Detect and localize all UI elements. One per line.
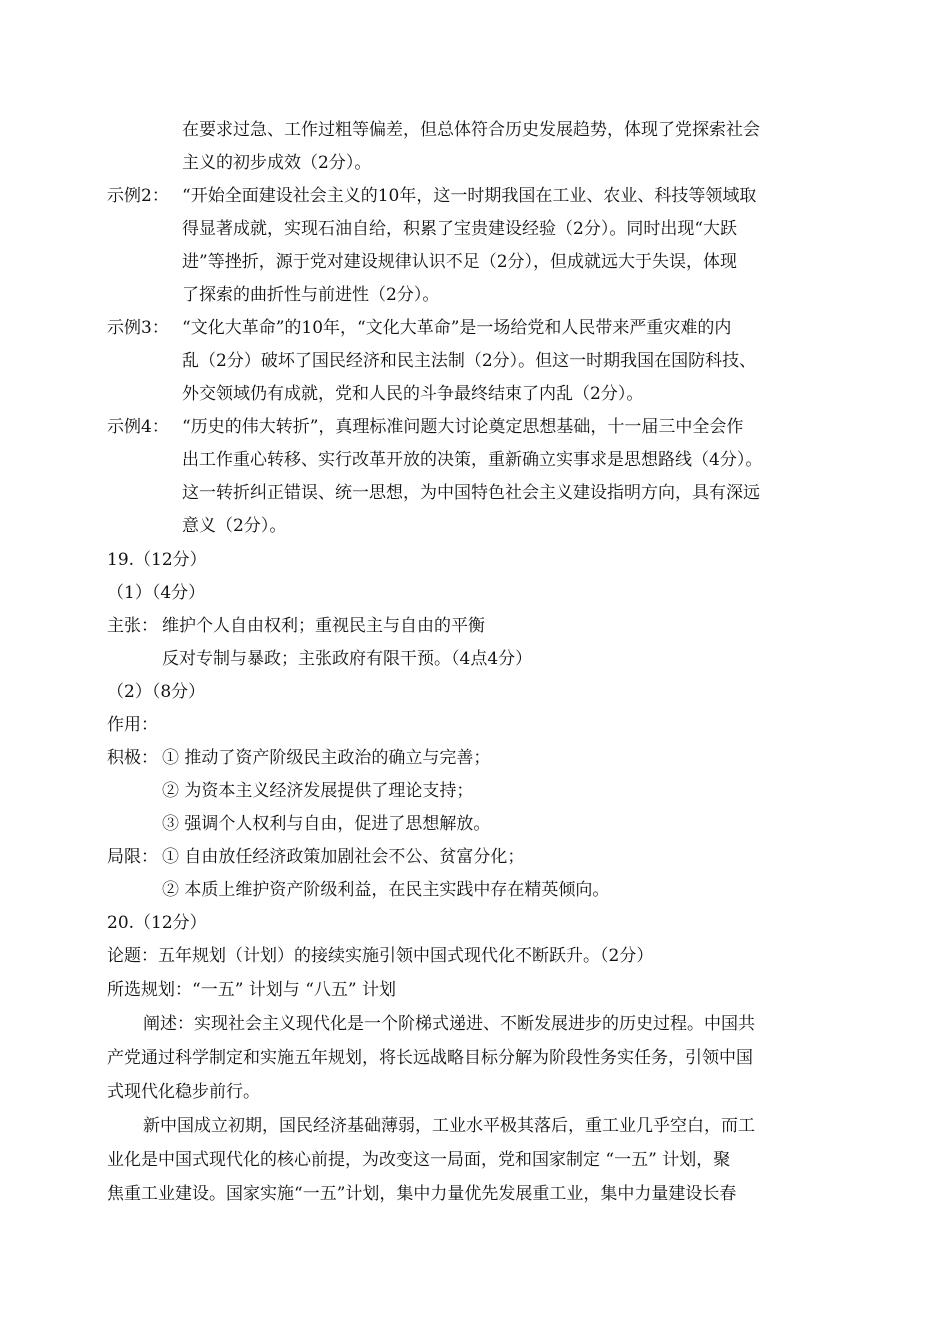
paragraph-line: 焦重工业建设。国家实施“一五”计划，集中力量优先发展重工业，集中力量建设长春 <box>107 1184 737 1204</box>
text-line: “文化大革命”的10年，“文化大革命”是一场给党和人民带来严重灾难的内 <box>182 318 732 338</box>
paragraph-line: 新中国成立初期，国民经济基础薄弱，工业水平极其落后，重工业几乎空白，而工 <box>143 1116 755 1136</box>
text-line: 得显著成就，实现石油自给，积累了宝贵建设经验（2分）。同时出现“大跃 <box>182 219 738 239</box>
text-line: 维护个人自由权利；重视民主与自由的平衡 <box>162 616 485 636</box>
role-label: 作用： <box>107 715 158 735</box>
text-line: 这一转折纠正错误、统一思想，为中国特色社会主义建设指明方向，具有深远 <box>182 483 760 503</box>
paragraph-line: 产党通过科学制定和实施五年规划，将长远战略目标分解为阶段性务实任务，引领中国 <box>107 1048 753 1068</box>
question-heading: 19.（12分） <box>107 550 207 570</box>
thesis-line: 论题：五年规划（计划）的接续实施引领中国式现代化不断跃升。（2分） <box>107 946 654 966</box>
example-label: 示例3： <box>107 318 169 338</box>
example-label: 示例4： <box>107 417 169 437</box>
list-item: ① 推动了资产阶级民主政治的确立与完善； <box>162 748 491 768</box>
text-line: 意义（2分）。 <box>182 516 287 536</box>
text-line: 主义的初步成效（2分）。 <box>182 153 372 173</box>
list-item: ② 为资本主义经济发展提供了理论支持； <box>162 781 474 801</box>
text-line: 进”等挫折，源于党对建设规律认识不足（2分），但成就远大于失误，体现 <box>182 252 738 272</box>
text-line: 在要求过急、工作过粗等偏差，但总体符合历史发展趋势，体现了党探索社会 <box>182 120 760 140</box>
claim-label: 主张： <box>107 616 158 636</box>
sub-question: （1）（4分） <box>107 583 206 603</box>
selected-plans-line: 所选规划：“一五” 计划与 “八五” 计划 <box>107 980 396 1000</box>
text-line: 外交领域仍有成就，党和人民的斗争最终结束了内乱（2分）。 <box>182 384 644 404</box>
question-heading: 20.（12分） <box>107 913 207 933</box>
text-line: 反对专制与暴政；主张政府有限干预。（4点4分） <box>162 649 533 669</box>
text-line: “开始全面建设社会主义的10年，这一时期我国在工业、农业、科技等领域取 <box>182 186 757 206</box>
list-item: ③ 强调个人权利与自由，促进了思想解放。 <box>162 814 491 834</box>
text-line: 出工作重心转移、实行改革开放的决策，重新确立实事求是思想路线（4分）。 <box>182 450 763 470</box>
sub-question: （2）（8分） <box>107 682 206 702</box>
paragraph-line: 业化是中国式现代化的核心前提，为改变这一局面，党和国家制定 “一五” 计划，聚 <box>107 1150 731 1170</box>
example-label: 示例2： <box>107 186 169 206</box>
limit-label: 局限： <box>107 847 158 867</box>
text-line: 了探索的曲折性与前进性（2分）。 <box>182 285 440 305</box>
text-line: “历史的伟大转折”，真理标准问题大讨论奠定思想基础，十一届三中全会作 <box>182 417 744 437</box>
paragraph-line: 式现代化稳步前行。 <box>107 1082 260 1102</box>
list-item: ① 自由放任经济政策加剧社会不公、贫富分化； <box>162 847 525 867</box>
text-line: 乱（2分）破坏了国民经济和民主法制（2分）。但这一时期我国在国防科技、 <box>182 351 757 371</box>
list-item: ② 本质上维护资产阶级利益，在民主实践中存在精英倾向。 <box>162 880 610 900</box>
positive-label: 积极： <box>107 748 158 768</box>
paragraph-line: 阐述：实现社会主义现代化是一个阶梯式递进、不断发展进步的历史过程。中国共 <box>143 1014 755 1034</box>
